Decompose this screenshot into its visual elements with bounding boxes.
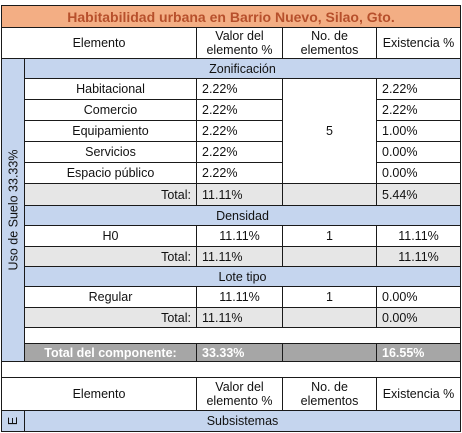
section-densidad: Densidad xyxy=(25,206,461,226)
zonificacion-no-elementos: 5 xyxy=(283,79,377,184)
gap-row xyxy=(1,362,461,378)
zonificacion-existencia-4: 0.00% xyxy=(377,163,461,184)
zonificacion-valor-3: 2.22% xyxy=(197,142,283,163)
header2-no-elementos: No. de elementos xyxy=(283,378,377,411)
lote-total-label: Total: xyxy=(25,308,197,328)
zonificacion-existencia-1: 2.22% xyxy=(377,100,461,121)
zonificacion-elemento-2: Equipamiento xyxy=(25,121,197,142)
zonificacion-valor-2: 2.22% xyxy=(197,121,283,142)
section-subsistemas: Subsistemas xyxy=(25,411,461,432)
header2-valor: Valor del elemento % xyxy=(197,378,283,411)
header2-elemento: Elemento xyxy=(1,378,197,411)
zonificacion-elemento-0: Habitacional xyxy=(25,79,197,100)
densidad-total-label: Total: xyxy=(25,247,197,267)
lote-no: 1 xyxy=(283,287,377,308)
zonificacion-total-existencia: 5.44% xyxy=(377,184,461,206)
zonificacion-existencia-0: 2.22% xyxy=(377,79,461,100)
uso-de-suelo-label xyxy=(1,59,25,362)
zonificacion-existencia-3: 0.00% xyxy=(377,142,461,163)
zonificacion-existencia-2: 1.00% xyxy=(377,121,461,142)
densidad-total-existencia: 11.11% xyxy=(377,247,461,267)
zonificacion-total-no xyxy=(283,184,377,206)
lote-total-no xyxy=(283,308,377,328)
componente-total-existencia: 16.55% xyxy=(377,344,461,362)
table-title: Habitabilidad urbana en Barrio Nuevo, Silao, Gto. xyxy=(1,5,461,28)
spacer-row xyxy=(25,328,461,344)
section-zonificacion: Zonificación xyxy=(25,59,461,79)
header2-existencia: Existencia % xyxy=(377,378,461,411)
subsistemas-side-label xyxy=(1,411,25,432)
zonificacion-valor-1: 2.22% xyxy=(197,100,283,121)
zonificacion-elemento-1: Comercio xyxy=(25,100,197,121)
uso-de-suelo-text: Uso de Suelo 33.33% xyxy=(6,149,21,271)
subsistemas-side-text: E xyxy=(6,416,20,426)
zonificacion-total-valor: 11.11% xyxy=(197,184,283,206)
densidad-total-no xyxy=(283,247,377,267)
lote-total-valor: 11.11% xyxy=(197,308,283,328)
section-lote-tipo: Lote tipo xyxy=(25,267,461,287)
zonificacion-elemento-4: Espacio público xyxy=(25,163,197,184)
header-no-elementos: No. de elementos xyxy=(283,28,377,59)
header-existencia: Existencia % xyxy=(377,28,461,59)
zonificacion-total-label: Total: xyxy=(25,184,197,206)
densidad-existencia: 11.11% xyxy=(377,226,461,247)
componente-total-valor: 33.33% xyxy=(197,344,283,362)
zonificacion-valor-4: 2.22% xyxy=(197,163,283,184)
densidad-total-valor: 11.11% xyxy=(197,247,283,267)
header-valor: Valor del elemento % xyxy=(197,28,283,59)
lote-elemento: Regular xyxy=(25,287,197,308)
densidad-valor: 11.11% xyxy=(197,226,283,247)
densidad-elemento: H0 xyxy=(25,226,197,247)
componente-total-label: Total del componente: xyxy=(25,344,197,362)
zonificacion-elemento-3: Servicios xyxy=(25,142,197,163)
lote-existencia: 0.00% xyxy=(377,287,461,308)
lote-total-existencia: 0.00% xyxy=(377,308,461,328)
header-elemento: Elemento xyxy=(1,28,197,59)
densidad-no: 1 xyxy=(283,226,377,247)
lote-valor: 11.11% xyxy=(197,287,283,308)
zonificacion-valor-0: 2.22% xyxy=(197,79,283,100)
componente-total-no xyxy=(283,344,377,362)
